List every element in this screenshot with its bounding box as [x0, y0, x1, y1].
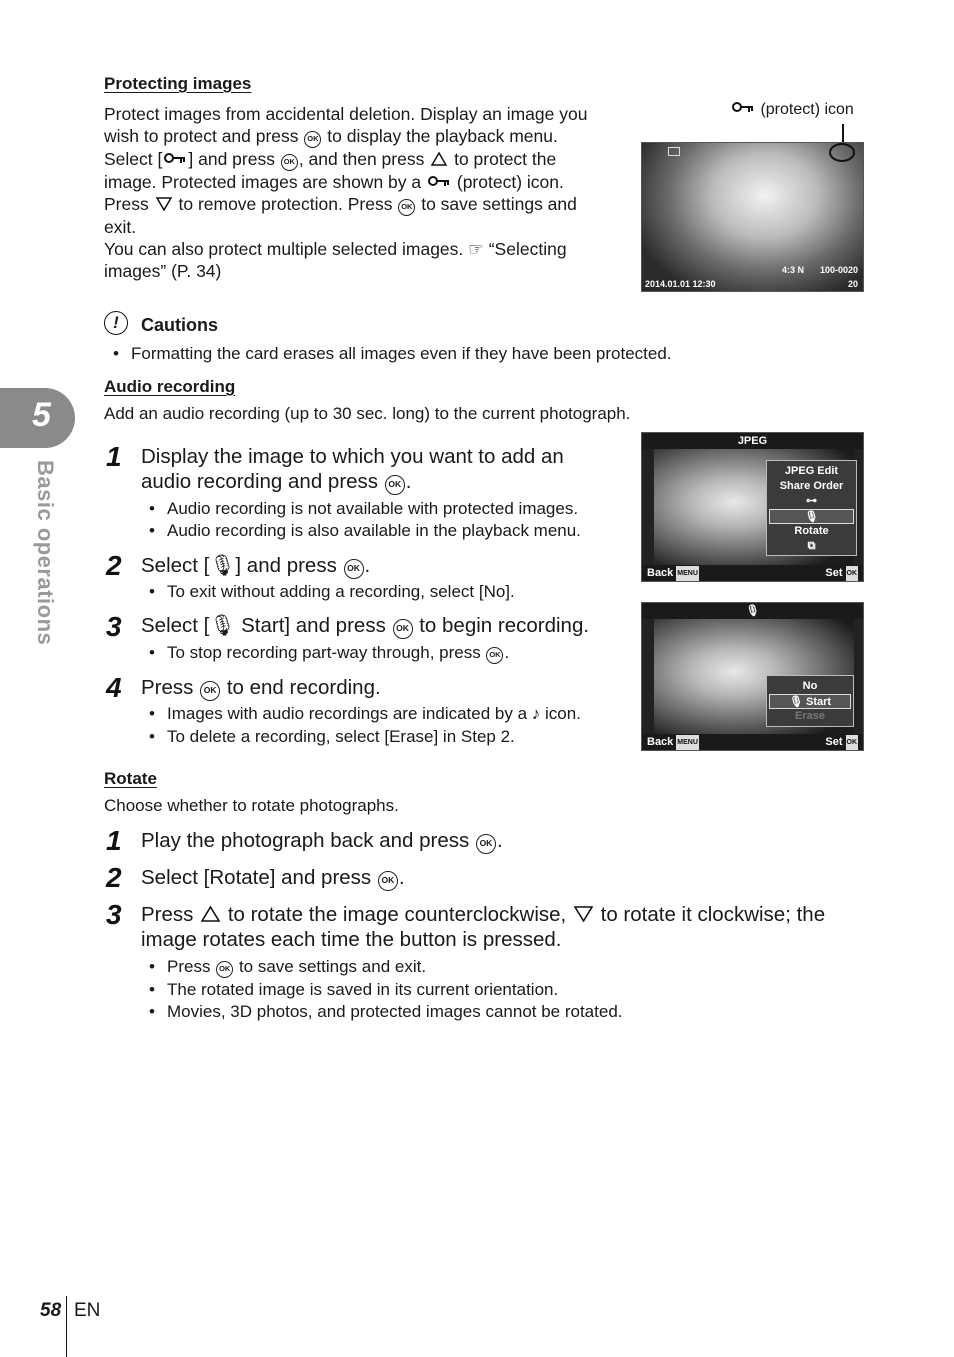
down-arrow-icon [574, 906, 593, 922]
audio-step-3: Select [🎙 Start] and press OK to begin recording. [141, 614, 590, 637]
audio-screen-record: 🎙 No 🎙 Start Erase Back MENU Set OK [641, 602, 864, 751]
rotate-step-1: Play the photograph back and press OK . [141, 829, 503, 852]
ok-icon: OK [398, 199, 415, 216]
step-number: 3 [106, 899, 122, 930]
audio-intro: Add an audio recording (up to 30 sec. long) to the current photograph. [104, 404, 631, 423]
rotate-heading: Rotate [104, 769, 157, 788]
microphone-icon: 🎙 [209, 554, 236, 577]
audio-bullet: • Audio recording is also available in the playback menu. [167, 520, 581, 542]
rotate-step-2: Select [Rotate] and press OK . [141, 866, 405, 889]
caution-item: • Formatting the card erases all images even if they have been protected. [131, 343, 672, 365]
audio-bullet: • Audio recording is not available with protected images. [167, 498, 578, 520]
protect-screen: 4:3 N 100-0020 2014.01.01 12:30 20 [641, 142, 864, 292]
audio-bullet: • To stop recording part-way through, press OK . [167, 642, 509, 664]
microphone-icon: 🎙 [642, 603, 863, 619]
footer-divider [66, 1296, 67, 1357]
rotate-bullet: • The rotated image is saved in its current orientation. [167, 979, 558, 1001]
step-number: 1 [106, 825, 122, 856]
rotate-bullet: • Movies, 3D photos, and protected images cannot be rotated. [167, 1001, 623, 1023]
protect-key-icon: ⊶ [806, 495, 817, 507]
step-number: 3 [106, 611, 122, 642]
caution-icon: ! [104, 311, 128, 335]
music-note-icon: ♪ [531, 704, 541, 723]
audio-bullet: • To exit without adding a recording, select [No]. [167, 581, 515, 603]
ok-icon: OK [216, 961, 233, 978]
ok-icon: OK [385, 475, 405, 495]
microphone-icon: 🎙 [788, 696, 803, 708]
step-number: 2 [106, 550, 122, 581]
rotate-intro: Choose whether to rotate photographs. [104, 796, 399, 815]
up-arrow-icon [201, 906, 220, 922]
step-number: 2 [106, 862, 122, 893]
down-arrow-icon [156, 197, 172, 211]
audio-step-4: Press OK to end recording. [141, 676, 381, 699]
ok-icon: OK [344, 559, 364, 579]
microphone-icon: 🎙 [769, 509, 854, 524]
step-number: 1 [106, 441, 122, 472]
page-number: 58 [40, 1300, 62, 1321]
callout-line [842, 124, 844, 144]
step-number: 4 [106, 672, 122, 703]
protect-indicator-circle [829, 143, 855, 162]
audio-bullet: • To delete a recording, select [Erase] in Step 2. [167, 726, 515, 748]
audio-screen-menu: JPEG JPEG Edit Share Order ⊶ 🎙 Rotate ⧉ Back MENU Set OK [641, 432, 864, 582]
protect-body: Protect images from accidental deletion. Display an image you wish to protect and press OK to display the playback menu. Select [ ] and press OK , and then press to protect the image. Protected images are shown by a (protect) icon. Press to remove protection. Press OK to save settings and exit. You can also protect multiple selected images. ☞ “Selecting images” (P. 34) [104, 104, 588, 281]
language-label: EN [74, 1300, 101, 1321]
ok-icon: OK [281, 154, 298, 171]
cautions-title: Cautions [141, 315, 219, 335]
ok-icon: OK [378, 871, 398, 891]
ok-icon: OK [393, 619, 413, 639]
microphone-icon: 🎙 [209, 614, 236, 637]
protect-callout: (protect) icon [730, 101, 854, 119]
audio-heading: Audio recording [104, 377, 236, 396]
playback-icon: ⧉ [807, 540, 816, 552]
audio-bullet: • Images with audio recordings are indicated by a ♪ icon. [167, 703, 581, 725]
ok-icon: OK [200, 681, 220, 701]
protect-heading: Protecting images [104, 74, 252, 93]
ok-icon: OK [476, 834, 496, 854]
chapter-title: Basic operations [33, 460, 58, 646]
rotate-step-3: Press to rotate the image counterclockwise, to rotate it clockwise; the image rotates each time the button is pressed. [141, 903, 826, 951]
ok-icon: OK [304, 131, 321, 148]
reference-icon: ☞ [468, 239, 484, 259]
protect-key-icon [732, 101, 754, 113]
up-arrow-icon [431, 152, 447, 166]
protect-key-icon [428, 175, 450, 187]
audio-step-2: Select [🎙] and press OK . [141, 554, 371, 577]
ok-icon: OK [486, 647, 503, 664]
rotate-bullet: • Press OK to save settings and exit. [167, 956, 426, 978]
protect-key-icon [164, 152, 186, 164]
audio-step-1: Display the image to which you want to add an audio recording and press OK . [141, 445, 564, 493]
chapter-number: 5 [32, 396, 51, 434]
